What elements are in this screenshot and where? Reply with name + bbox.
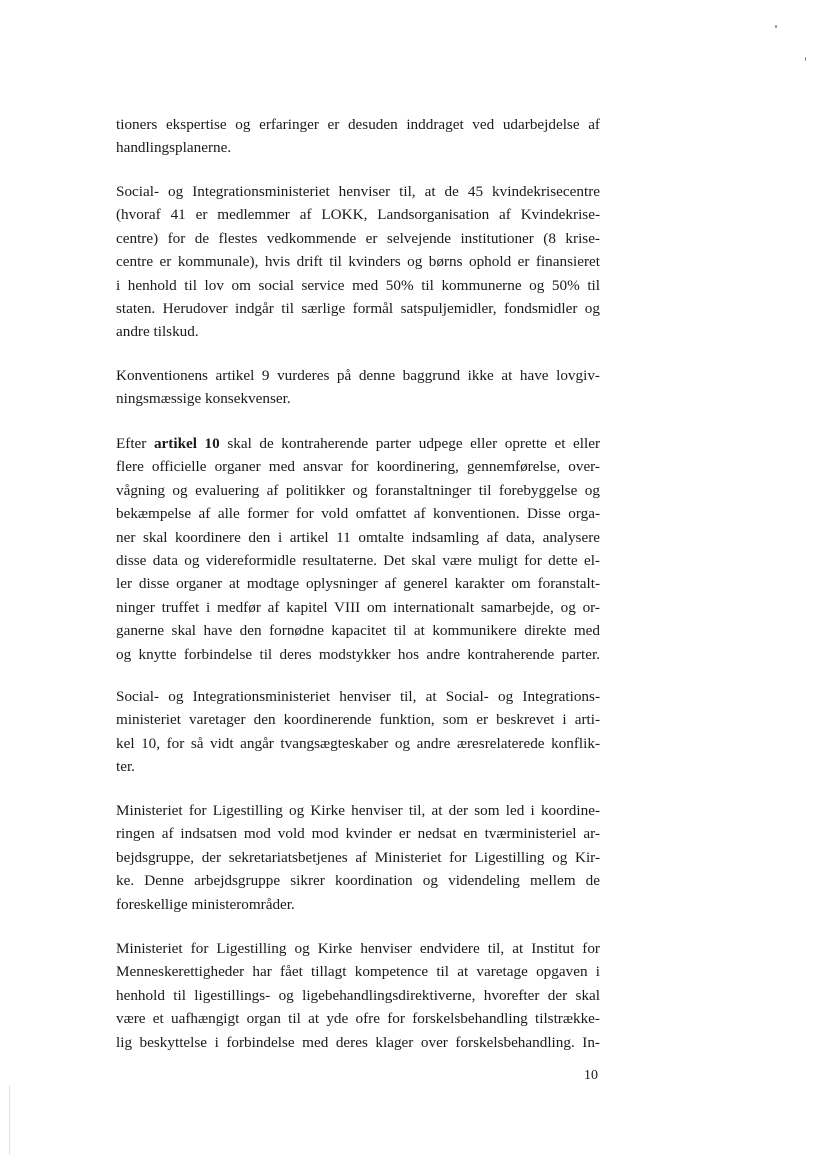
lead-text: Efter xyxy=(116,435,147,452)
paragraph xyxy=(116,432,600,666)
paragraph xyxy=(116,685,600,779)
text-line: ler disse organer at modtage oplysninger af generel karakter om foranstalt- xyxy=(116,575,600,593)
text-line: staten. Herudover indgår til særlige formål satspuljemidler, fondsmidler og xyxy=(116,299,600,317)
text-line: Social- og Integrationsministeriet henviser til, at Social- og Integrations- xyxy=(116,688,600,705)
paragraph xyxy=(116,937,600,1054)
text-line: i henhold til lov om social service med 50% til kommunerne og 50% til xyxy=(116,276,600,294)
text-line: lig beskyttelse i forbindelse med deres klager over forskelsbehandling. In- xyxy=(116,1033,600,1051)
text-line: bejdsgruppe, der sekretariatsbetjenes af Ministeriet for Ligestilling og Kir- xyxy=(116,848,600,866)
text-line: vågning og evaluering af politikker og foranstaltninger til forebyggelse og xyxy=(116,481,600,499)
text-line: ringen af indsatsen mod vold mod kvinder er nedsat en tværministeriel ar- xyxy=(116,825,600,843)
paragraph xyxy=(116,113,600,160)
text-line: ner skal koordinere den i artikel 11 omtalte indsamling af data, analysere xyxy=(116,528,600,546)
text-line xyxy=(116,432,600,455)
text-line: ganerne skal have den fornødne kapacitet til at kommunikere direkte med xyxy=(116,622,600,640)
text-line: Social- og Integrationsministeriet henviser til, at de 45 kvindekrisecentre xyxy=(116,183,600,200)
scan-speck xyxy=(805,57,806,61)
text-line: centre er kommunale), hvis drift til kvinders og børns ophold er finansieret xyxy=(116,253,600,271)
text-line: Menneskerettigheder har fået tillagt kompetence til at varetage opgaven i xyxy=(116,963,600,981)
text-line: disse data og videreformidle resultaterne. Det skal være muligt for dette el- xyxy=(116,551,600,569)
text-line: foreskellige ministerområder. xyxy=(116,895,295,913)
scan-edge-mark xyxy=(9,1085,10,1155)
text-line: tioners ekspertise og erfaringer er desuden inddraget ved udarbejdelse af xyxy=(116,116,600,133)
text-line: (hvoraf 41 er medlemmer af LOKK, Landsorganisation af Kvindekrise- xyxy=(116,206,600,224)
text-line: henhold til ligestillings- og ligebehandlingsdirektiverne, hvorefter der skal xyxy=(116,986,600,1004)
text-line: ningsmæssige konsekvenser. xyxy=(116,390,291,408)
text-line: bekæmpelse af alle former for vold omfattet af konventionen. Disse orga- xyxy=(116,505,600,523)
text-line: Konventionens artikel 9 vurderes på denne baggrund ikke at have lovgiv- xyxy=(116,367,600,384)
text-line: ninger truffet i medfør af kapitel VIII om internationalt samarbejde, og or- xyxy=(116,598,600,616)
text-line: andre tilskud. xyxy=(116,323,199,341)
text-line: Ministeriet for Ligestilling og Kirke henviser til, at der som led i koordine- xyxy=(116,802,600,819)
text-line: centre) for de flestes vedkommende er selvejende institutioner (8 krise- xyxy=(116,229,600,247)
text-line: kel 10, for så vidt angår tvangsægteskaber og andre æresrelaterede konflik- xyxy=(116,734,600,752)
text-line: og knytte forbindelse til deres modstykker hos andre kontraherende parter. xyxy=(116,645,600,663)
text-line: Ministeriet for Ligestilling og Kirke henviser endvidere til, at Institut for xyxy=(116,940,600,957)
paragraph xyxy=(116,799,600,916)
page-number: 10 xyxy=(584,1068,598,1083)
text-line-rest: skal de kontraherende parter udpege eller oprette et eller xyxy=(227,435,601,452)
text-line: flere officielle organer med ansvar for koordinering, gennemførelse, over- xyxy=(116,458,600,476)
text-line: være et uafhængigt organ til at yde ofre for forskelsbehandling tilstrække- xyxy=(116,1010,600,1028)
article-reference: artikel 10 xyxy=(153,435,220,452)
text-line: ministeriet varetager den koordinerende funktion, som er beskrevet i arti- xyxy=(116,711,600,729)
text-line: ke. Denne arbejdsgruppe sikrer koordination og videndeling mellem de xyxy=(116,872,600,890)
paragraph xyxy=(116,180,600,344)
scan-speck xyxy=(775,25,777,28)
text-line: ter. xyxy=(116,758,135,776)
text-line: handlingsplanerne. xyxy=(116,139,232,157)
paragraph xyxy=(116,364,600,411)
